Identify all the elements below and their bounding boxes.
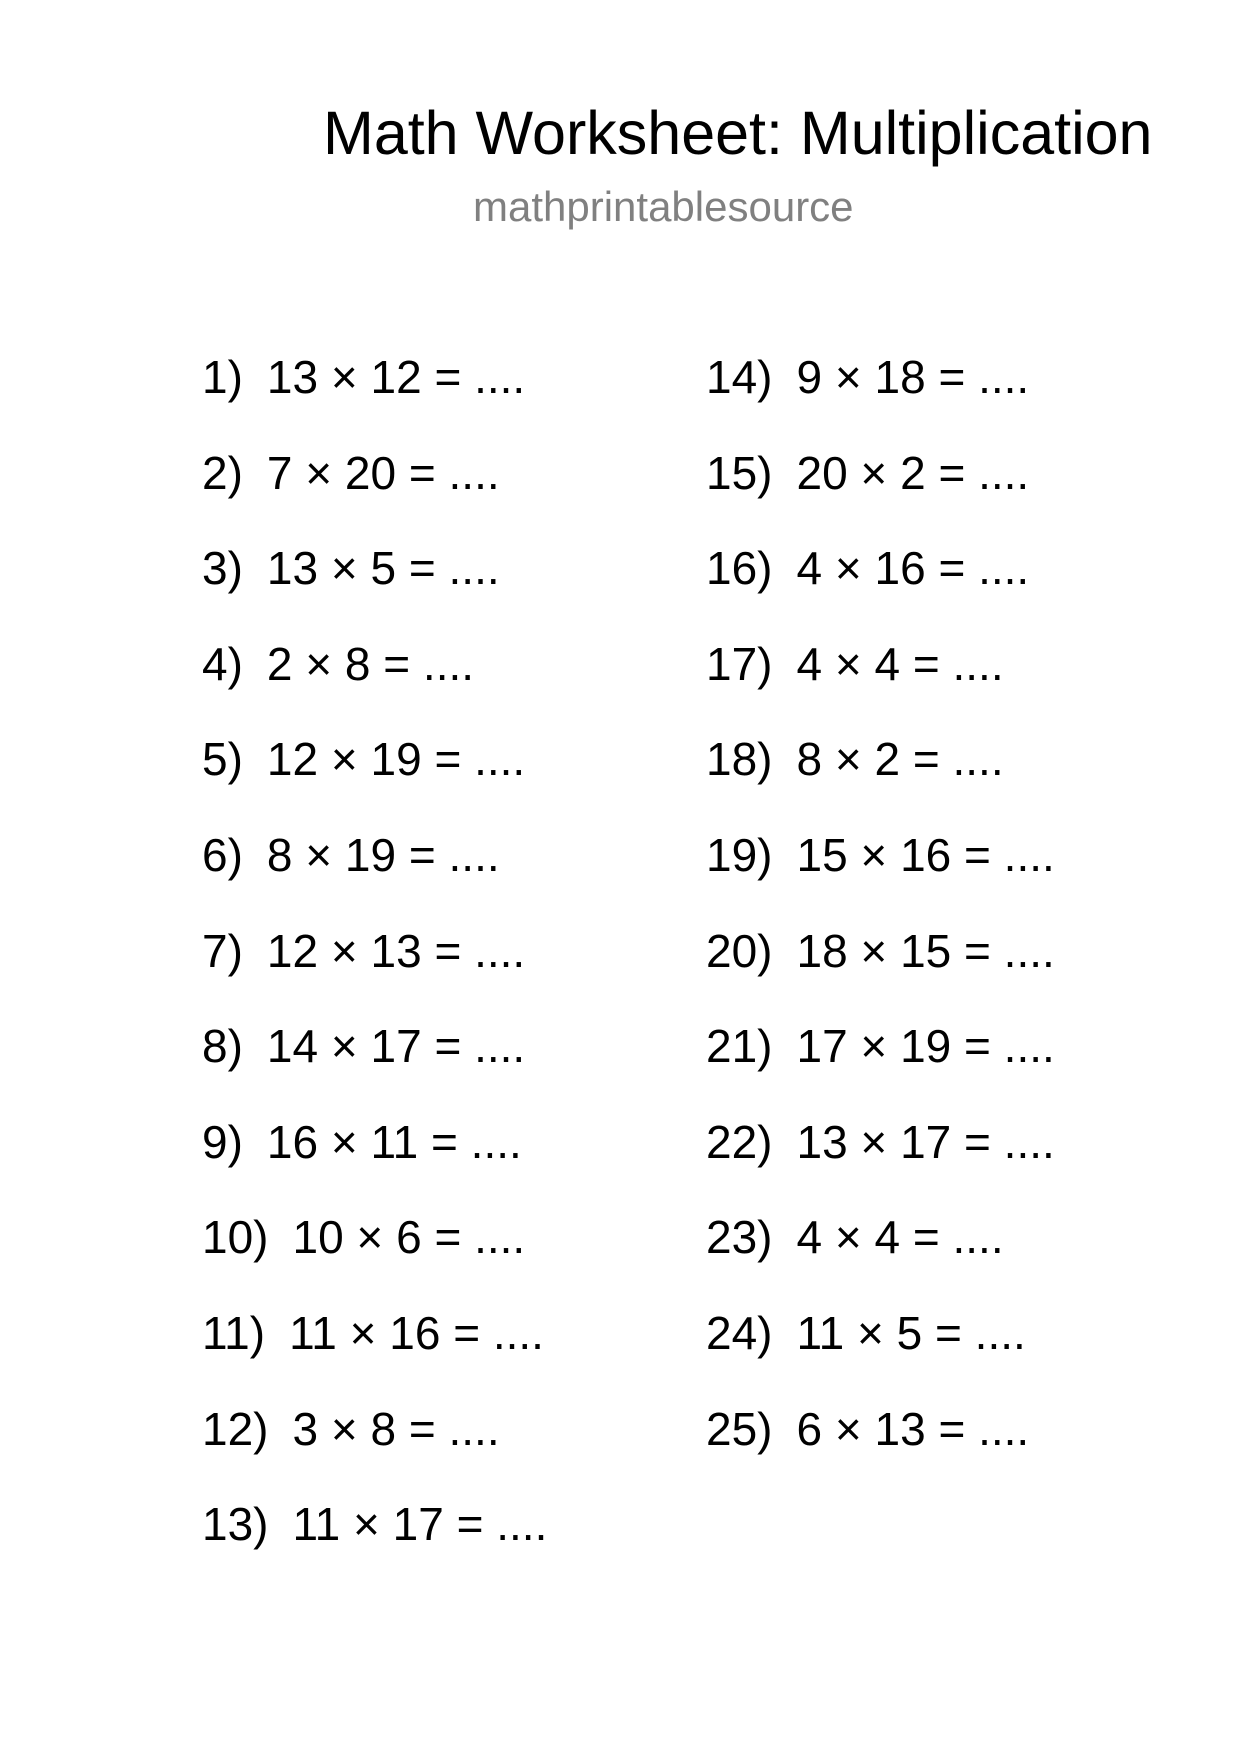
problem-item <box>706 1095 1055 1191</box>
problem-item <box>706 1286 1055 1382</box>
problem-item <box>202 426 547 522</box>
problem-expression: 4 × 16 = .... <box>796 542 1030 595</box>
problem-expression: 12 × 13 = .... <box>266 924 526 977</box>
problem-item <box>202 999 547 1095</box>
problem-number: 3) <box>202 542 243 595</box>
problem-item <box>706 904 1055 1000</box>
problem-expression: 15 × 16 = .... <box>796 828 1055 881</box>
problem-expression: 20 × 2 = .... <box>796 446 1030 499</box>
problem-item <box>202 1095 547 1191</box>
problem-item <box>202 808 547 904</box>
problem-number: 6) <box>202 828 243 881</box>
problem-item <box>706 521 1055 617</box>
problem-item <box>202 330 547 426</box>
problem-number: 15) <box>706 446 773 499</box>
problem-item <box>202 617 547 713</box>
problem-number: 12) <box>202 1402 269 1455</box>
problem-number: 16) <box>706 542 773 595</box>
problem-number: 11) <box>202 1306 266 1359</box>
problem-expression: 17 × 19 = .... <box>796 1020 1055 1073</box>
problem-number: 19) <box>706 828 773 881</box>
problem-item <box>706 330 1055 426</box>
problem-number: 25) <box>706 1402 773 1455</box>
problem-item <box>706 808 1055 904</box>
problem-number: 22) <box>706 1115 773 1168</box>
problem-number: 8) <box>202 1020 243 1073</box>
page-title: Math Worksheet: Multiplication <box>323 99 1153 167</box>
problem-expression: 13 × 12 = .... <box>266 351 526 403</box>
problem-item <box>706 712 1055 808</box>
problem-item <box>706 1190 1055 1286</box>
problem-expression: 6 × 13 = .... <box>796 1402 1030 1455</box>
problem-expression: 16 × 11 = .... <box>266 1115 522 1168</box>
problem-item <box>706 999 1055 1095</box>
problem-expression: 13 × 17 = .... <box>796 1115 1055 1168</box>
problem-number: 2) <box>202 446 243 499</box>
problem-number: 7) <box>202 924 243 977</box>
problem-number: 23) <box>706 1211 773 1264</box>
problem-expression: 7 × 20 = .... <box>266 446 500 499</box>
problem-expression: 18 × 15 = .... <box>796 924 1055 977</box>
problem-number: 14) <box>706 351 773 403</box>
problem-number: 9) <box>202 1115 243 1168</box>
problem-expression: 8 × 19 = .... <box>266 828 500 881</box>
problems-left-column <box>202 330 547 1573</box>
problem-expression: 9 × 18 = .... <box>796 351 1030 403</box>
problem-expression: 4 × 4 = .... <box>796 1211 1004 1264</box>
problem-expression: 2 × 8 = .... <box>266 637 475 690</box>
problem-expression: 8 × 2 = .... <box>796 733 1004 786</box>
problem-number: 5) <box>202 733 243 786</box>
problem-item <box>706 1382 1055 1478</box>
problem-item <box>202 1286 547 1382</box>
problem-number: 4) <box>202 637 243 690</box>
problem-item <box>202 1477 547 1573</box>
problem-expression: 3 × 8 = .... <box>292 1402 500 1455</box>
problems-right-column <box>706 330 1055 1477</box>
problem-number: 24) <box>706 1306 773 1359</box>
problem-number: 17) <box>706 637 773 690</box>
problem-expression: 11 × 5 = .... <box>796 1306 1026 1359</box>
problem-number: 10) <box>202 1211 269 1264</box>
problem-number: 13) <box>202 1498 269 1551</box>
problem-item <box>202 1190 547 1286</box>
page-subtitle: mathprintablesource <box>473 183 854 230</box>
problem-expression: 12 × 19 = .... <box>266 733 526 786</box>
problem-number: 1) <box>202 351 243 403</box>
problem-expression: 4 × 4 = .... <box>796 637 1004 690</box>
problem-item <box>202 712 547 808</box>
problem-expression: 13 × 5 = .... <box>266 542 500 595</box>
problem-item <box>202 1382 547 1478</box>
problem-item <box>202 904 547 1000</box>
problem-expression: 14 × 17 = .... <box>266 1020 526 1073</box>
problem-number: 18) <box>706 733 773 786</box>
problem-number: 20) <box>706 924 773 977</box>
problem-number: 21) <box>706 1020 773 1073</box>
problem-expression: 11 × 17 = .... <box>292 1498 548 1551</box>
problem-item <box>706 617 1055 713</box>
problem-item <box>202 521 547 617</box>
problem-expression: 10 × 6 = .... <box>292 1211 526 1264</box>
problem-item <box>706 426 1055 522</box>
problem-expression: 11 × 16 = .... <box>289 1306 544 1359</box>
